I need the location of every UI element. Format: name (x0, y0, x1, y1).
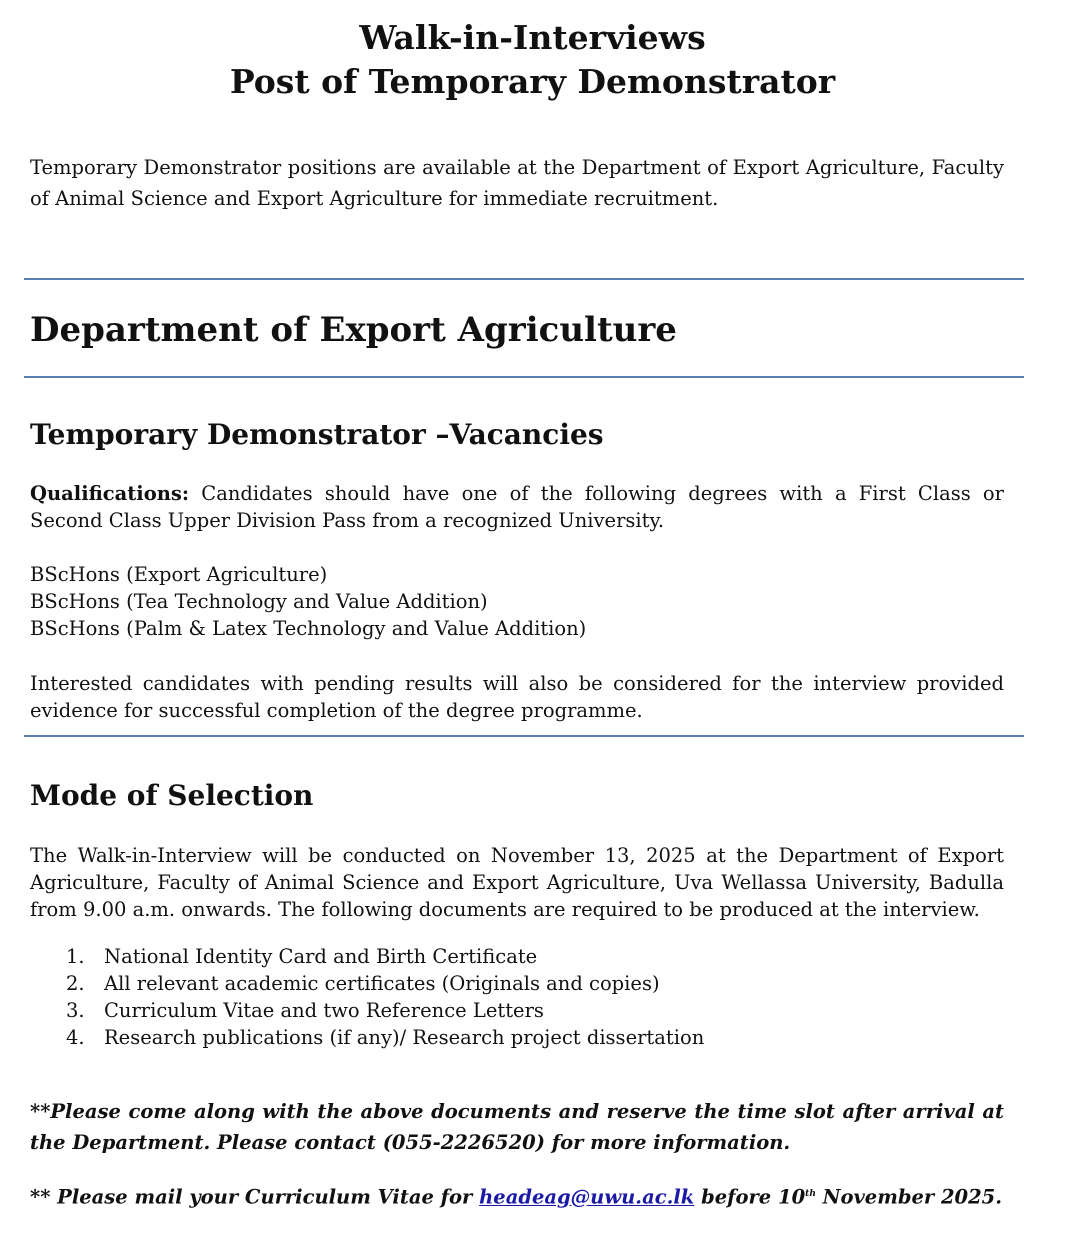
mail-note (30, 1179, 1004, 1213)
list-number: 3. (66, 999, 85, 1022)
list-text: Curriculum Vitae and two Reference Letters (104, 999, 544, 1022)
selection-paragraph: The Walk-in-Interview will be conducted on November 13, 2025 at the Department of Export Agriculture, Faculty of Animal Science and Export Agriculture, Uva Wellassa University, Badulla from 9.00 a.m. onwards. The following documents are required to be produced at the interview. (30, 844, 1004, 921)
document-list-item (66, 970, 660, 997)
divider-top (24, 278, 1024, 280)
department-heading: Department of Export Agriculture (30, 310, 677, 350)
degree-item: BScHons (Tea Technology and Value Addition) (30, 590, 488, 613)
document-list-item (66, 1024, 704, 1051)
list-number: 4. (66, 1026, 85, 1049)
list-number: 1. (66, 945, 85, 968)
document-list-item (66, 997, 544, 1024)
divider-selection (24, 735, 1024, 737)
ordinal-suffix: th (805, 1189, 816, 1199)
degree-item: BScHons (Export Agriculture) (30, 563, 328, 586)
list-text: All relevant academic certificates (Originals and copies) (104, 972, 660, 995)
list-text: Research publications (if any)/ Research project dissertation (104, 1026, 705, 1049)
qualifications-label: Qualifications: (30, 482, 190, 505)
pending-results-paragraph: Interested candidates with pending results will also be considered for the interview provided evidence for successful completion of the degree programme. (30, 672, 1004, 722)
vacancies-heading: Temporary Demonstrator –Vacancies (30, 418, 604, 451)
selection-heading: Mode of Selection (30, 779, 314, 812)
arrival-note: **Please come along with the above documents and reserve the time slot after arrival at the Department. Please contact (055-2226520) for more information. (30, 1100, 1004, 1154)
list-text: National Identity Card and Birth Certificate (104, 945, 538, 968)
title-walk-in-interviews: Walk-in-Interviews (359, 18, 706, 57)
email-link[interactable]: headeag@uwu.ac.lk (479, 1185, 695, 1209)
list-number: 2. (66, 972, 85, 995)
divider-department (24, 376, 1024, 378)
qualifications-paragraph (30, 480, 1004, 534)
intro-paragraph: Temporary Demonstrator positions are available at the Department of Export Agriculture, Faculty of Animal Science and Export Agriculture for immediate recruitment. (30, 156, 1004, 210)
qualifications-text: Candidates should have one of the following degrees with a First Class or Second Class Upper Division Pass from a recognized University. (30, 482, 1004, 532)
mail-note-prefix: ** Please mail your Curriculum Vitae for (30, 1185, 480, 1209)
mail-note-suffix: November 2025. (815, 1185, 1003, 1209)
mail-note-middle: before 10 (694, 1185, 806, 1209)
title-post: Post of Temporary Demonstrator (229, 62, 836, 101)
document-list-item (66, 943, 537, 970)
degree-item: BScHons (Palm & Latex Technology and Value Addition) (30, 617, 587, 640)
